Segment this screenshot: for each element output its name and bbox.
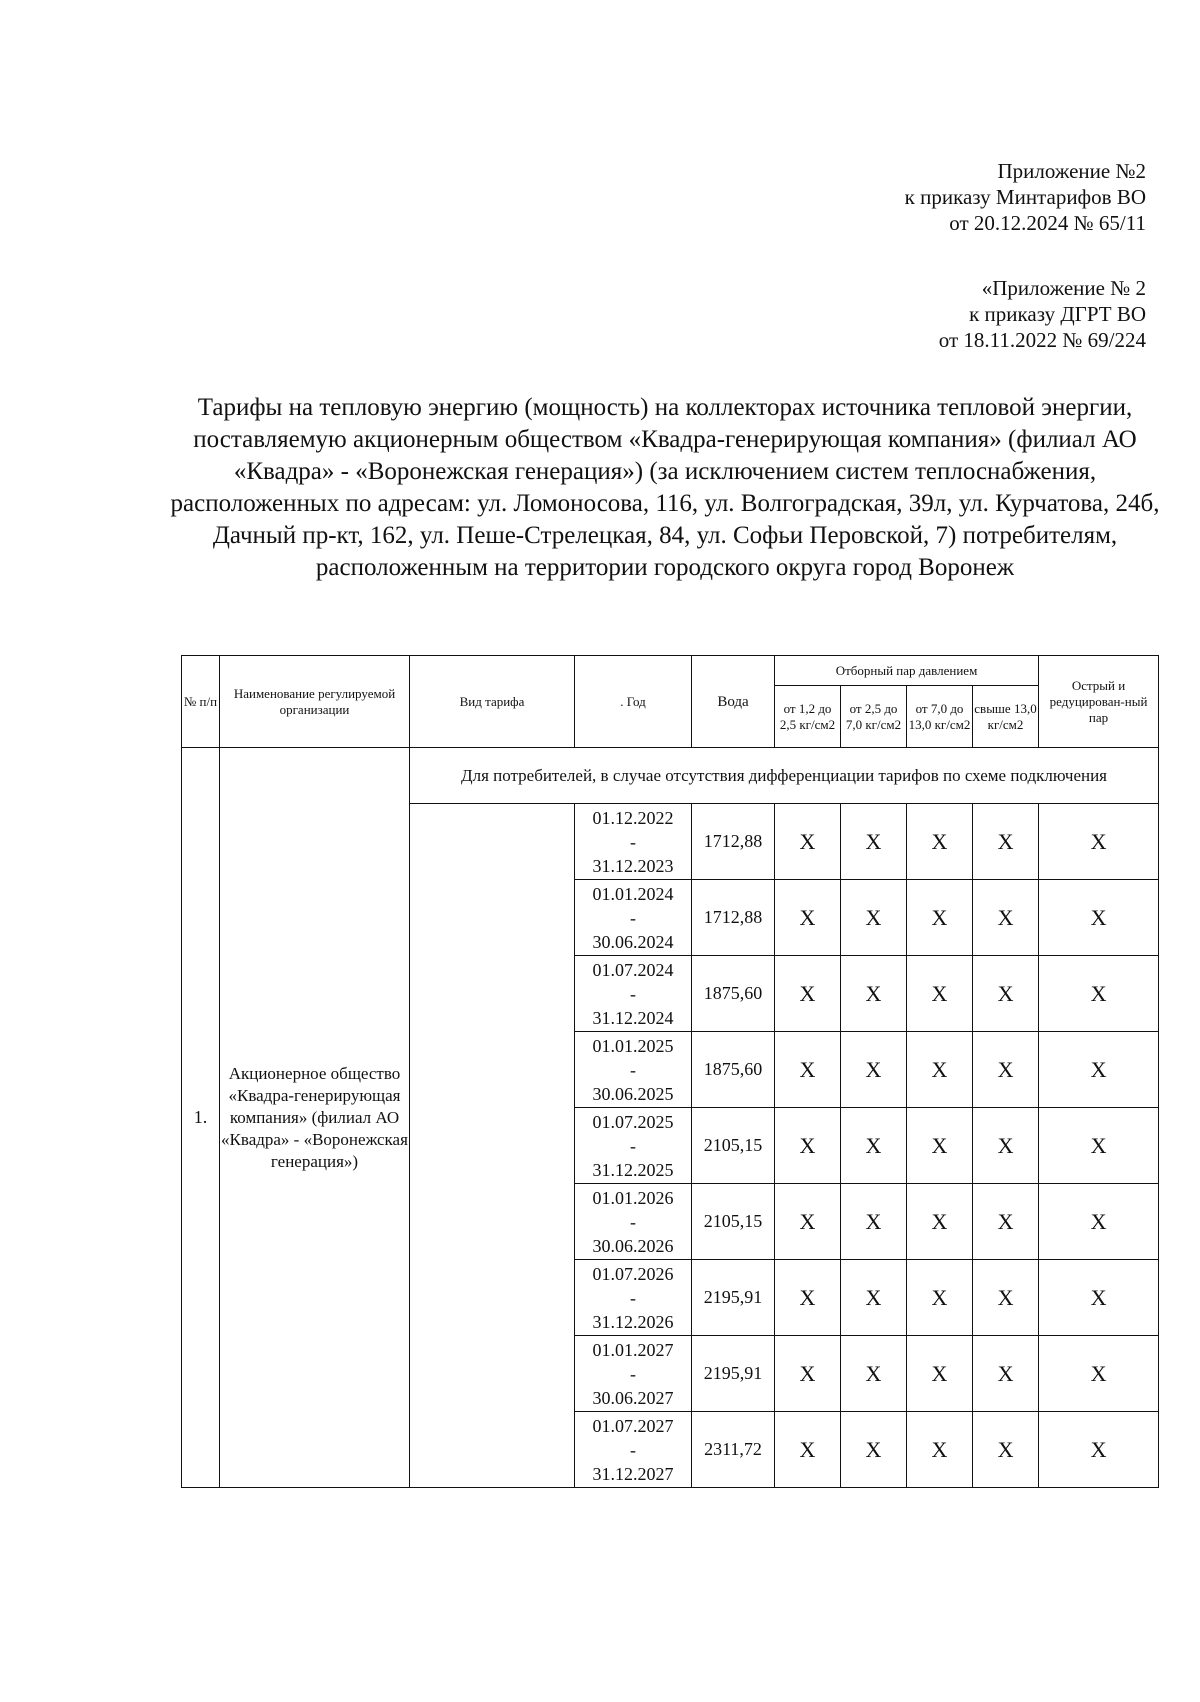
period-start: 01.07.2025 [592, 1111, 674, 1132]
period-end: 30.06.2027 [592, 1387, 674, 1408]
not-applicable-mark: X [973, 1108, 1039, 1184]
not-applicable-mark: X [907, 1336, 973, 1412]
water-tariff: 2105,15 [692, 1184, 775, 1260]
period-cell [575, 804, 692, 880]
period-cell [575, 1032, 692, 1108]
header-line: от 20.12.2024 № 65/11 [949, 211, 1146, 235]
not-applicable-mark: X [1039, 880, 1159, 956]
not-applicable-mark: X [1039, 1336, 1159, 1412]
not-applicable-mark: X [841, 1260, 907, 1336]
period-start: 01.12.2022 [592, 807, 674, 828]
not-applicable-mark: X [841, 1184, 907, 1260]
not-applicable-mark: X [841, 1032, 907, 1108]
header-line: от 18.11.2022 № 69/224 [938, 328, 1146, 352]
not-applicable-mark: X [775, 1108, 841, 1184]
col-header-water: Вода [692, 656, 775, 748]
water-tariff: 1875,60 [692, 956, 775, 1032]
table-subheader: Для потребителей, в случае отсутствия дифференциации тарифов по схеме подключения [410, 748, 1159, 804]
period-sep: - [630, 831, 636, 852]
not-applicable-mark: X [907, 804, 973, 880]
col-header-sharp-steam: Острый и редуцирован-ный пар [1039, 656, 1159, 748]
not-applicable-mark: X [907, 1260, 973, 1336]
not-applicable-mark: X [973, 1032, 1039, 1108]
not-applicable-mark: X [775, 804, 841, 880]
col-header-steam-4: свыше 13,0 кг/см2 [973, 686, 1039, 748]
water-tariff: 2311,72 [692, 1412, 775, 1488]
period-start: 01.01.2025 [592, 1035, 674, 1056]
col-header-org: Наименование регулируемой организации [220, 656, 410, 748]
not-applicable-mark: X [907, 1412, 973, 1488]
not-applicable-mark: X [841, 956, 907, 1032]
period-sep: - [630, 1211, 636, 1232]
period-cell [575, 1260, 692, 1336]
tariff-table [181, 655, 1159, 1488]
col-header-steam-1: от 1,2 до 2,5 кг/см2 [775, 686, 841, 748]
period-end: 30.06.2025 [592, 1083, 674, 1104]
not-applicable-mark: X [775, 1412, 841, 1488]
not-applicable-mark: X [973, 804, 1039, 880]
water-tariff: 1712,88 [692, 880, 775, 956]
period-cell [575, 880, 692, 956]
period-sep: - [630, 1287, 636, 1308]
period-sep: - [630, 1439, 636, 1460]
period-sep: - [630, 983, 636, 1004]
not-applicable-mark: X [907, 880, 973, 956]
not-applicable-mark: X [1039, 1032, 1159, 1108]
not-applicable-mark: X [973, 1336, 1039, 1412]
not-applicable-mark: X [973, 1184, 1039, 1260]
water-tariff: 1875,60 [692, 1032, 775, 1108]
period-end: 31.12.2027 [592, 1463, 674, 1484]
not-applicable-mark: X [841, 1108, 907, 1184]
period-sep: - [630, 907, 636, 928]
header-line: к приказу Минтарифов ВО [904, 185, 1146, 209]
header-line: Приложение №2 [997, 159, 1146, 183]
not-applicable-mark: X [973, 880, 1039, 956]
not-applicable-mark: X [1039, 804, 1159, 880]
not-applicable-mark: X [1039, 1412, 1159, 1488]
not-applicable-mark: X [775, 1336, 841, 1412]
period-cell [575, 956, 692, 1032]
not-applicable-mark: X [1039, 1260, 1159, 1336]
period-end: 31.12.2025 [592, 1159, 674, 1180]
col-header-tariff-type: Вид тарифа [410, 656, 575, 748]
col-header-year: . Год [575, 656, 692, 748]
water-tariff: 2105,15 [692, 1108, 775, 1184]
not-applicable-mark: X [775, 880, 841, 956]
document-title: Тарифы на тепловую энергию (мощность) на коллекторах источника тепловой энергии, поставляемую акционерным обществом «Квадра-генерирующая компания» (филиал АО «Квадра» - «Воронежская генерация») (за исключением систем теплоснабжения, расположенных по адресам: ул. Ломоносова, 116, ул. Волгоградская, 39л, ул. Курчатова, 24б, Дачный пр-кт, 162, ул. Пеше-Стрелецкая, 84, ул. Софьи Перовской, 7) потребителям, расположенным на территории городского округа город Воронеж [170, 394, 1160, 581]
not-applicable-mark: X [775, 956, 841, 1032]
period-end: 31.12.2023 [592, 855, 674, 876]
period-start: 01.01.2027 [592, 1339, 674, 1360]
not-applicable-mark: X [907, 956, 973, 1032]
not-applicable-mark: X [973, 956, 1039, 1032]
period-end: 30.06.2024 [592, 931, 674, 952]
tariff-type-cell [410, 804, 575, 1488]
not-applicable-mark: X [841, 1336, 907, 1412]
row-number: 1. [182, 748, 220, 1488]
col-header-steam-group: Отборный пар давлением [775, 656, 1039, 686]
period-sep: - [630, 1059, 636, 1080]
not-applicable-mark: X [907, 1108, 973, 1184]
not-applicable-mark: X [841, 1412, 907, 1488]
not-applicable-mark: X [841, 880, 907, 956]
period-cell [575, 1336, 692, 1412]
period-start: 01.01.2024 [592, 883, 674, 904]
period-cell [575, 1184, 692, 1260]
not-applicable-mark: X [973, 1412, 1039, 1488]
period-end: 30.06.2026 [592, 1235, 674, 1256]
period-start: 01.07.2026 [592, 1263, 674, 1284]
period-sep: - [630, 1363, 636, 1384]
header-line: к приказу ДГРТ ВО [969, 302, 1146, 326]
period-start: 01.07.2024 [592, 959, 674, 980]
col-header-steam-3: от 7,0 до 13,0 кг/см2 [907, 686, 973, 748]
not-applicable-mark: X [907, 1032, 973, 1108]
water-tariff: 2195,91 [692, 1336, 775, 1412]
period-cell [575, 1412, 692, 1488]
not-applicable-mark: X [907, 1184, 973, 1260]
not-applicable-mark: X [973, 1260, 1039, 1336]
col-header-num: № п/п [182, 656, 220, 748]
col-header-steam-2: от 2,5 до 7,0 кг/см2 [841, 686, 907, 748]
appendix-header-current [905, 158, 1146, 236]
appendix-header-original [939, 275, 1146, 353]
not-applicable-mark: X [1039, 956, 1159, 1032]
period-start: 01.01.2026 [592, 1187, 674, 1208]
not-applicable-mark: X [841, 804, 907, 880]
not-applicable-mark: X [775, 1260, 841, 1336]
not-applicable-mark: X [775, 1184, 841, 1260]
period-end: 31.12.2024 [592, 1007, 674, 1028]
period-cell [575, 1108, 692, 1184]
water-tariff: 2195,91 [692, 1260, 775, 1336]
not-applicable-mark: X [1039, 1108, 1159, 1184]
period-end: 31.12.2026 [592, 1311, 674, 1332]
period-sep: - [630, 1135, 636, 1156]
not-applicable-mark: X [775, 1032, 841, 1108]
organization-name: Акционерное общество «Квадра-генерирующая компания» (филиал АО «Квадра» - «Воронежская генерация») [220, 748, 410, 1488]
water-tariff: 1712,88 [692, 804, 775, 880]
not-applicable-mark: X [1039, 1184, 1159, 1260]
header-line: «Приложение № 2 [981, 276, 1146, 300]
period-start: 01.07.2027 [592, 1415, 674, 1436]
